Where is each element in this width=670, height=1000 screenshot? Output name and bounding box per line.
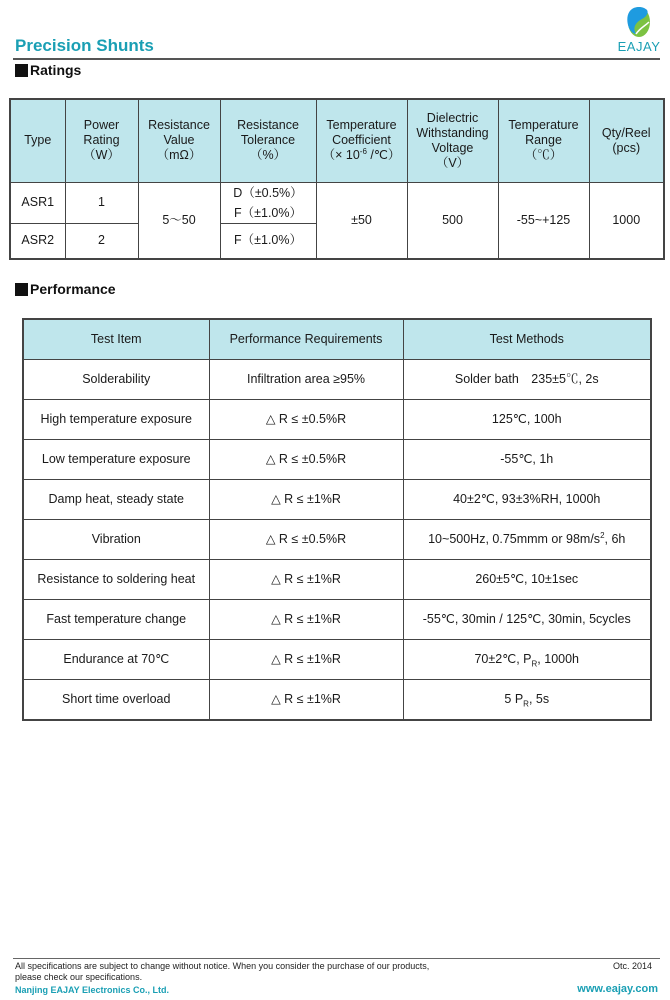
cell-method: 10~500Hz, 0.75mmm or $98m/s^2$, 6h <box>403 520 651 560</box>
performance-title-text: Performance <box>30 281 116 297</box>
header-power-rating: Power Rating （W） <box>65 99 138 182</box>
company-logo <box>612 4 666 56</box>
header-test-methods: Test Methods <box>403 319 651 360</box>
header-type: Type <box>10 99 65 182</box>
footer-notice: All specifications are subject to change without notice. When you consider the purchase of our products, please check our specifications. <box>15 961 430 982</box>
table-row <box>23 400 651 440</box>
cell-requirement: △ R ≤ ±1%R <box>209 600 403 640</box>
cell-method: 70±2℃, $P_R$, 1000h <box>403 640 651 680</box>
footer-divider <box>13 958 660 959</box>
table-row <box>23 640 651 680</box>
leaf-logo-icon <box>612 4 666 40</box>
cell-tolerance: F（±1.0%） <box>220 223 316 259</box>
header-qty-reel: Qty/Reel (pcs) <box>589 99 664 182</box>
footer-date: Otc. 2014 <box>612 961 652 971</box>
performance-header-row <box>23 319 651 360</box>
header-test-item: Test Item <box>23 319 209 360</box>
cell-type: ASR2 <box>10 223 65 259</box>
cell-requirement: △ R ≤ ±1%R <box>209 560 403 600</box>
cell-test-item: Solderability <box>23 360 209 400</box>
cell-requirement: Infiltration area ≥95% <box>209 360 403 400</box>
ratings-table <box>9 98 665 260</box>
header-resistance-tolerance: Resistance Tolerance （%） <box>220 99 316 182</box>
cell-test-item: Vibration <box>23 520 209 560</box>
footer-website-link[interactable]: www.eajay.com <box>577 983 658 995</box>
cell-power: 2 <box>65 223 138 259</box>
cell-requirement: △ R ≤ ±0.5%R <box>209 440 403 480</box>
cell-method: 5 $P_R$, 5s <box>403 680 651 721</box>
cell-test-item: Endurance at 70℃ <box>23 640 209 680</box>
header-resistance-value: Resistance Value （mΩ） <box>138 99 220 182</box>
ratings-header-row <box>10 99 664 182</box>
cell-method: 260±5℃, 10±1sec <box>403 560 651 600</box>
cell-test-item: Short time overload <box>23 680 209 721</box>
cell-power: 1 <box>65 182 138 223</box>
ratings-section-title <box>15 62 81 78</box>
header-temperature-coefficient: Temperature Coefficient （× $10^{-6}$ /℃） <box>316 99 407 182</box>
table-row <box>23 360 651 400</box>
ratings-title-text: Ratings <box>30 62 82 78</box>
table-row <box>23 560 651 600</box>
cell-requirement: △ R ≤ ±0.5%R <box>209 400 403 440</box>
table-row <box>23 480 651 520</box>
cell-temp-coefficient: ±50 <box>316 182 407 259</box>
cell-method: 125℃, 100h <box>403 400 651 440</box>
page-title: Precision Shunts <box>15 36 154 55</box>
cell-test-item: Fast temperature change <box>23 600 209 640</box>
cell-type: ASR1 <box>10 182 65 223</box>
cell-test-item: Damp heat, steady state <box>23 480 209 520</box>
logo-text: EAJAY <box>617 39 661 54</box>
footer-company: Nanjing EAJAY Electronics Co., Ltd. <box>15 985 170 995</box>
table-row <box>23 680 651 721</box>
table-row <box>10 182 664 223</box>
header-performance-requirements: Performance Requirements <box>209 319 403 360</box>
header-temperature-range: Temperature Range （℃） <box>498 99 589 182</box>
cell-method: Solder bath 235±5℃, 2s <box>403 360 651 400</box>
cell-test-item: Low temperature exposure <box>23 440 209 480</box>
table-row <box>23 440 651 480</box>
table-row <box>23 520 651 560</box>
cell-method: 40±2℃, 93±3%RH, 1000h <box>403 480 651 520</box>
cell-resistance-value: 5～50 <box>138 182 220 259</box>
cell-method: -55℃, 1h <box>403 440 651 480</box>
cell-dielectric-voltage: 500 <box>407 182 498 259</box>
cell-test-item: High temperature exposure <box>23 400 209 440</box>
cell-method: -55℃, 30min / 125℃, 30min, 5cycles <box>403 600 651 640</box>
cell-requirement: △ R ≤ ±1%R <box>209 640 403 680</box>
square-bullet-icon <box>15 283 28 296</box>
cell-temp-range: -55~+125 <box>498 182 589 259</box>
square-bullet-icon <box>15 64 28 77</box>
header-divider <box>13 58 660 60</box>
cell-test-item: Resistance to soldering heat <box>23 560 209 600</box>
table-row <box>23 600 651 640</box>
header-dielectric-voltage: Dielectric Withstanding Voltage （V） <box>407 99 498 182</box>
cell-requirement: △ R ≤ ±1%R <box>209 480 403 520</box>
cell-requirement: △ R ≤ ±1%R <box>209 680 403 721</box>
cell-qty-reel: 1000 <box>589 182 664 259</box>
performance-table <box>22 318 652 721</box>
cell-requirement: △ R ≤ ±0.5%R <box>209 520 403 560</box>
cell-tolerance: D（±0.5%） F（±1.0%） <box>220 182 316 223</box>
performance-section-title <box>15 281 116 297</box>
